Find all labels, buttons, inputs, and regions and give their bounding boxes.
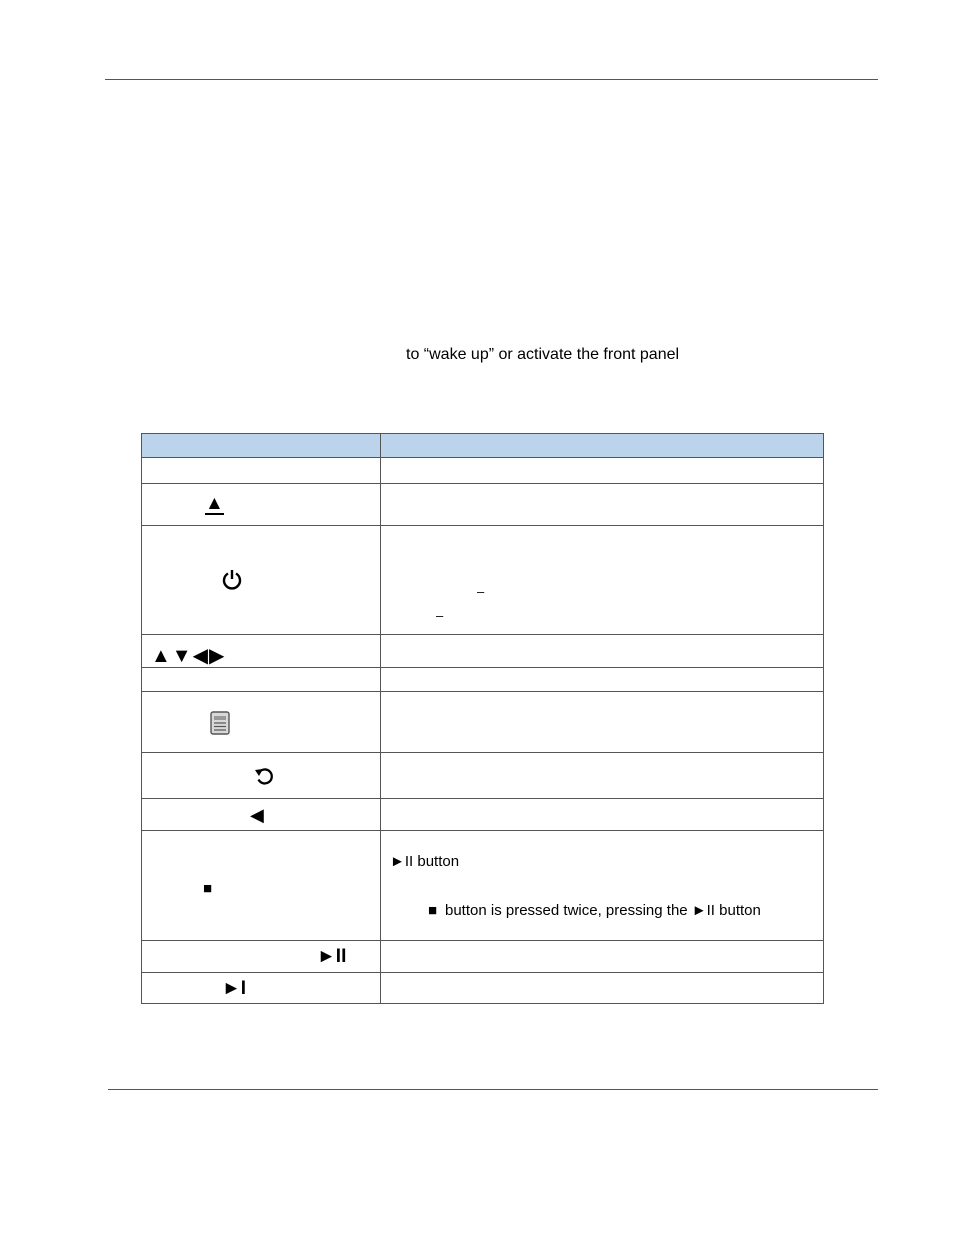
intro-text: to “wake up” or activate the front panel: [406, 346, 680, 363]
table-cell: [142, 484, 381, 526]
table-cell: [381, 458, 824, 484]
table-cell: [381, 973, 824, 1004]
play-pause-icon: ►II: [317, 946, 347, 967]
power-desc-dash: –: [436, 608, 444, 623]
header-rule: [105, 79, 878, 80]
table-row-menu: [142, 692, 824, 753]
next-icon: ►I: [222, 978, 247, 999]
button-function-table: [141, 433, 824, 1004]
table-cell: [142, 831, 381, 941]
table-row-back: [142, 799, 824, 831]
header-cell-button: [142, 434, 381, 458]
table-cell: [142, 458, 381, 484]
power-desc-dash: –: [477, 584, 485, 599]
table-cell: [381, 526, 824, 635]
arrow-keys-icon: ▲▼◀▶: [151, 645, 226, 667]
table-row: [142, 668, 824, 692]
power-icon: [221, 568, 243, 590]
table-cell: [381, 692, 824, 753]
table-cell: [142, 973, 381, 1004]
table-row-power: [142, 526, 824, 635]
table-row-arrows: [142, 635, 824, 668]
table-row-stop: [142, 831, 824, 941]
table-cell: [381, 941, 824, 973]
back-icon: ◀: [250, 805, 264, 825]
stop-desc-square-icon: ■: [428, 902, 438, 919]
stop-icon: ■: [203, 880, 213, 897]
table-cell: [142, 668, 381, 692]
table-cell: [381, 668, 824, 692]
table-row-eject: [142, 484, 824, 526]
table-cell: [142, 635, 381, 668]
stop-desc-line: ►II button: [390, 853, 460, 870]
eject-icon: ▲: [205, 493, 224, 514]
return-icon: [254, 766, 275, 787]
table-cell: [142, 526, 381, 635]
table-cell: [381, 799, 824, 831]
table-row: [142, 458, 824, 484]
stop-desc-line: button is pressed twice, pressing the ►II button: [445, 902, 761, 919]
menu-icon: [210, 711, 230, 735]
table-row-play-pause: [142, 941, 824, 973]
table-cell: [381, 753, 824, 799]
table-row-next: [142, 973, 824, 1004]
header-cell-function: [381, 434, 824, 458]
table-cell: [142, 799, 381, 831]
table-cell: [381, 635, 824, 668]
table-cell: [142, 753, 381, 799]
table-cell: [142, 941, 381, 973]
table-header-row: [142, 434, 824, 458]
table-cell: [381, 831, 824, 941]
footer-rule: [108, 1089, 878, 1090]
table-row-return: [142, 753, 824, 799]
table-cell: [381, 484, 824, 526]
table-cell: [142, 692, 381, 753]
